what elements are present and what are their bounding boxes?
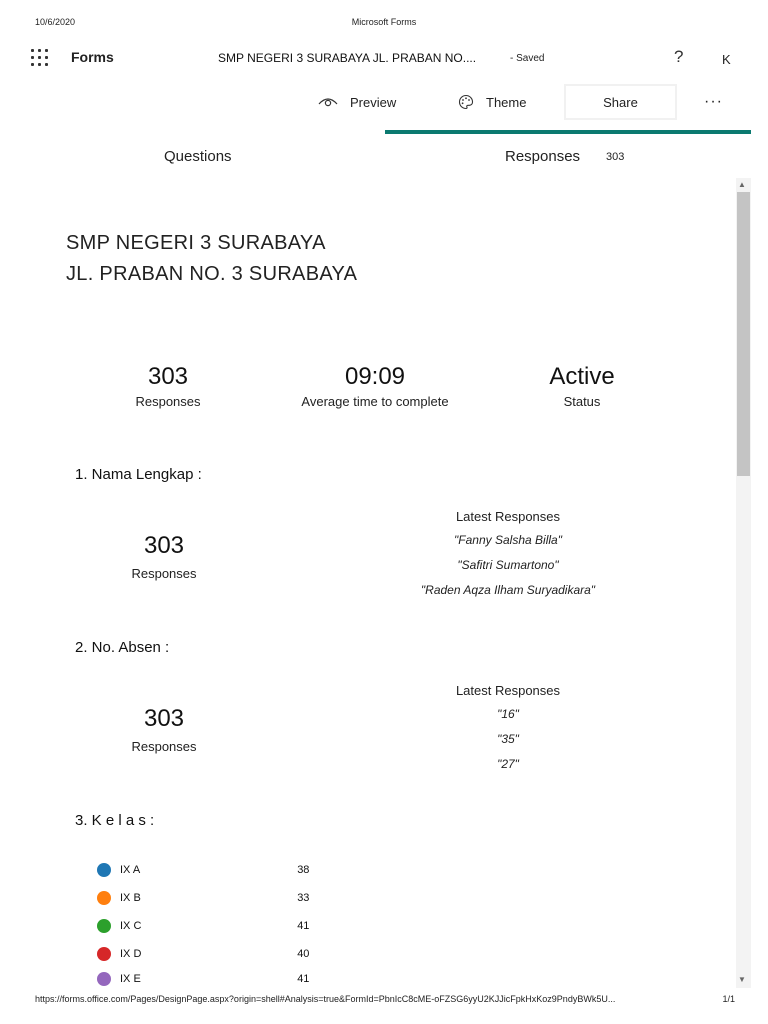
legend-dot-icon — [97, 863, 111, 877]
legend-dot-icon — [97, 972, 111, 986]
tab-responses[interactable]: Responses — [505, 148, 581, 165]
question-1-count — [94, 532, 234, 581]
stat-average-time-label: Average time to complete — [301, 394, 449, 409]
latest-response: "16" — [497, 707, 519, 721]
tab-active-underline — [385, 130, 751, 134]
form-heading-line1: SMP NEGERI 3 SURABAYA — [66, 232, 326, 254]
stat-responses — [68, 363, 268, 409]
waffle-icon[interactable] — [31, 49, 49, 67]
form-title: SMP NEGERI 3 SURABAYA JL. PRABAN NO.... — [218, 51, 477, 65]
choice-label: IX A — [120, 864, 141, 876]
choice-row — [97, 860, 337, 880]
question-2-count — [94, 705, 234, 754]
scrollbar-thumb[interactable] — [737, 192, 750, 476]
print-title: Microsoft Forms — [351, 17, 417, 27]
help-button[interactable]: ? — [674, 47, 684, 66]
question-1-count-label: Responses — [131, 566, 197, 581]
latest-response: "Raden Aqza Ilham Suryadikara" — [420, 583, 596, 597]
tab-questions[interactable]: Questions — [164, 148, 232, 165]
more-options-button[interactable]: ··· — [704, 93, 723, 110]
response-count-badge: 303 — [606, 151, 625, 163]
stat-responses-value: 303 — [147, 363, 189, 390]
print-page-number: 1/1 — [722, 994, 735, 1004]
choice-row — [97, 888, 337, 908]
latest-response: "35" — [497, 732, 519, 746]
app-name[interactable]: Forms — [71, 49, 114, 65]
palette-icon — [456, 94, 476, 110]
question-1-count-value: 303 — [143, 532, 185, 559]
theme-label: Theme — [486, 94, 527, 110]
question-1-latest-responses — [358, 509, 658, 603]
choice-count: 33 — [297, 892, 310, 904]
stat-status-label: Status — [563, 394, 601, 409]
latest-response: "27" — [497, 757, 519, 771]
stat-status — [482, 363, 682, 409]
eye-icon — [318, 94, 338, 110]
avatar[interactable]: K — [722, 52, 731, 67]
choice-row — [97, 972, 337, 986]
latest-responses-heading: Latest Responses — [455, 683, 561, 698]
question-2-latest-responses — [358, 683, 658, 777]
preview-label: Preview — [350, 94, 397, 110]
preview-button[interactable] — [318, 84, 396, 120]
theme-button[interactable] — [456, 84, 526, 120]
form-heading-line2: JL. PRABAN NO. 3 SURABAYA — [66, 263, 358, 285]
share-label: Share — [603, 94, 638, 110]
choice-label: IX C — [120, 920, 142, 932]
choice-label: IX D — [120, 948, 142, 960]
choice-count: 38 — [297, 864, 310, 876]
choice-label: IX E — [120, 973, 141, 985]
print-date: 10/6/2020 — [35, 17, 76, 27]
scroll-down-icon[interactable]: ▼ — [738, 975, 746, 984]
question-1-title: 1. Nama Lengkap : — [75, 466, 202, 483]
form-heading — [66, 228, 357, 290]
legend-dot-icon — [97, 919, 111, 933]
choice-label: IX B — [120, 892, 141, 904]
choice-row — [97, 916, 337, 936]
legend-dot-icon — [97, 891, 111, 905]
question-2-count-value: 303 — [143, 705, 185, 732]
choice-row — [97, 944, 337, 964]
question-2-title: 2. No. Absen : — [75, 639, 170, 656]
print-url: https://forms.office.com/Pages/DesignPage.aspx?origin=shell#Analysis=true&FormId=PbnIcC8cME-oFZSG6yyU2KJJicFpkHxKoz9PndyBWk5U... — [35, 994, 616, 1004]
scroll-up-icon[interactable]: ▲ — [738, 180, 746, 189]
choice-count: 41 — [297, 973, 310, 985]
stat-status-value: Active — [549, 363, 615, 390]
legend-dot-icon — [97, 947, 111, 961]
latest-response: "Safitri Sumartono" — [457, 558, 559, 572]
choice-count: 41 — [297, 920, 310, 932]
question-3-title: 3. K e l a s : — [75, 812, 155, 829]
latest-response: "Fanny Salsha Billa" — [454, 533, 562, 547]
share-button[interactable] — [564, 84, 677, 120]
question-2-count-label: Responses — [131, 739, 197, 754]
stat-average-time-value: 09:09 — [344, 363, 406, 390]
latest-responses-heading: Latest Responses — [455, 509, 561, 524]
saved-status: - Saved — [510, 53, 545, 64]
stat-average-time — [275, 363, 475, 409]
stat-responses-label: Responses — [135, 394, 201, 409]
choice-count: 40 — [297, 948, 310, 960]
